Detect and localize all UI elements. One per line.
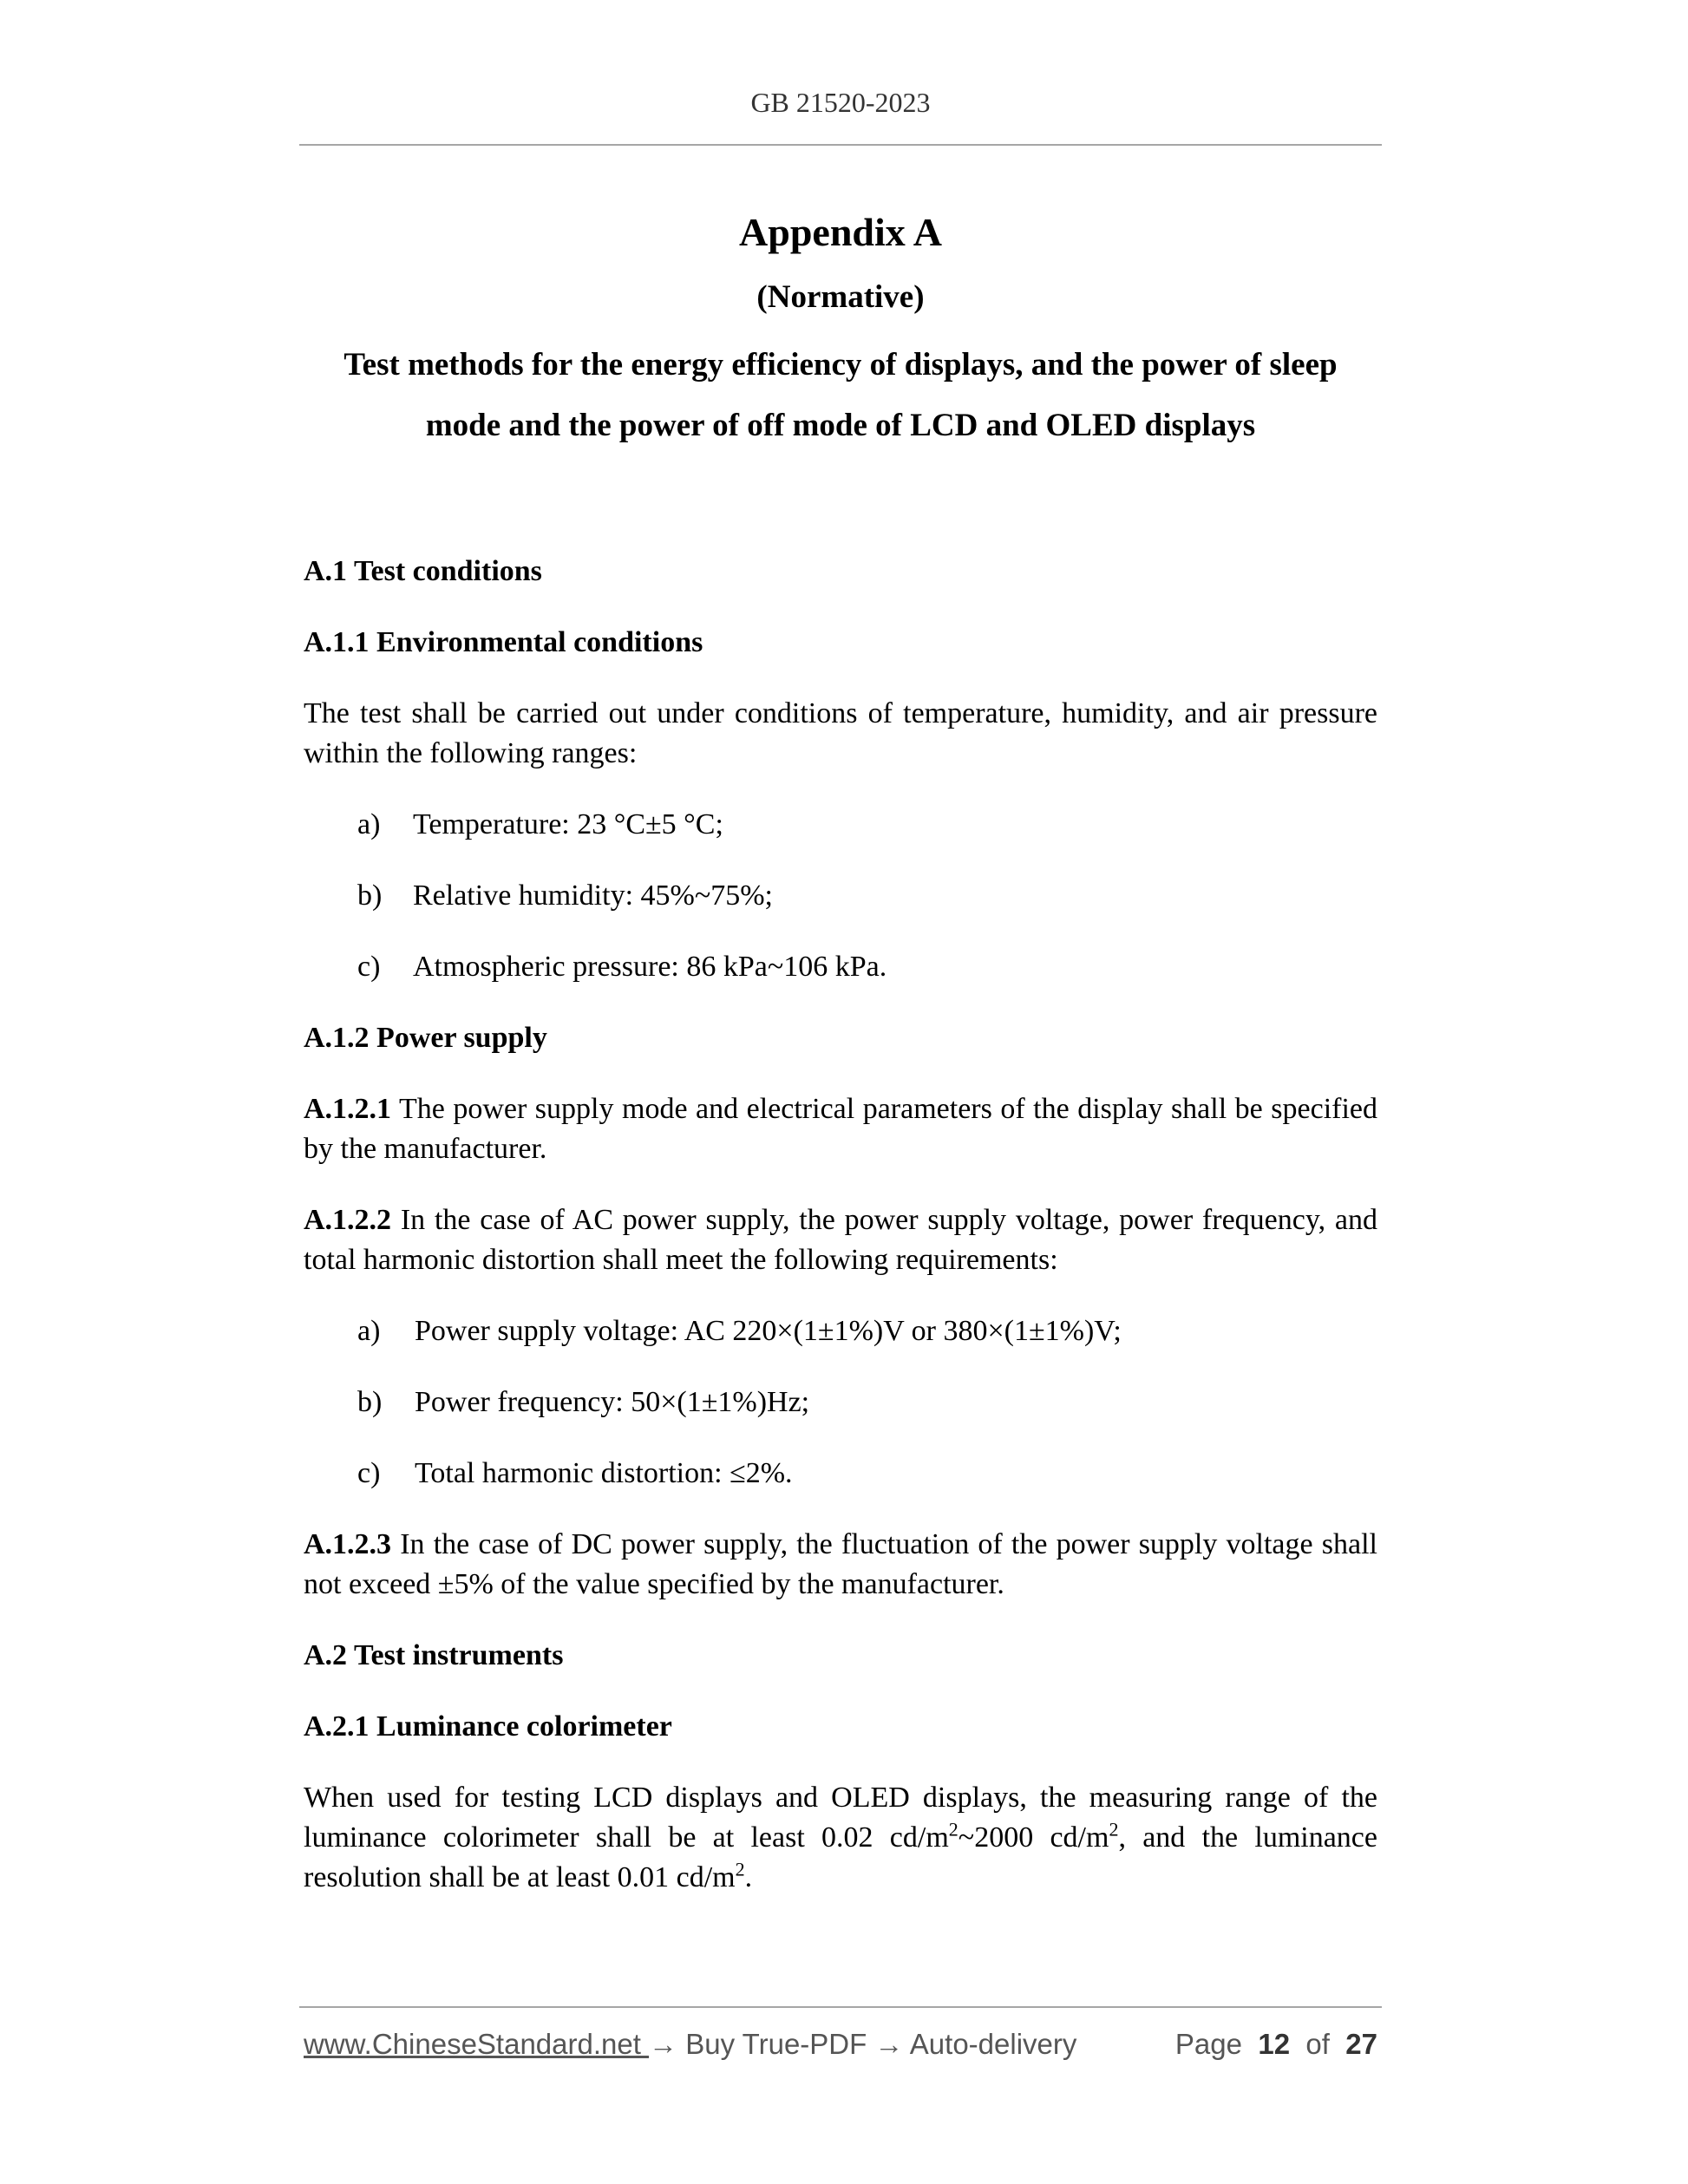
a11-intro: The test shall be carried out under conditions of temperature, humidity, and air pressure within the following ranges:	[304, 697, 1377, 769]
list-item-text: Temperature: 23 °C±5 °C;	[413, 808, 723, 840]
document-body	[304, 552, 1377, 1929]
list-item	[357, 1383, 1377, 1422]
clause-a122	[304, 1200, 1377, 1280]
heading-a21: A.2.1 Luminance colorimeter	[304, 1710, 672, 1743]
clause-a123	[304, 1525, 1377, 1605]
list-item	[357, 1311, 1377, 1351]
list-item	[357, 947, 1377, 987]
header-divider	[299, 144, 1382, 146]
superscript: 2	[948, 1818, 958, 1841]
list-item	[357, 876, 1377, 916]
list-item-label: a)	[357, 808, 381, 840]
website-link[interactable]: www.ChineseStandard.net	[304, 2028, 650, 2060]
page-footer	[304, 2024, 1377, 2064]
page-label: Page	[1174, 2028, 1242, 2060]
clause-text: The power supply mode and electrical parameters of the display shall be specified by the manufacturer.	[304, 1093, 1377, 1165]
page-indicator	[1175, 2024, 1377, 2064]
a21-text-4: .	[744, 1861, 753, 1893]
clause-text: In the case of DC power supply, the fluctuation of the power supply voltage shall not exceed ±5% of the value specified by the manufacturer.	[304, 1528, 1377, 1600]
a21-text-1: When used for testing LCD displays and OLED displays, the measuring range of the luminance colorimeter shall be at least 0.02 cd/m	[304, 1782, 1377, 1854]
page-of: of	[1305, 2028, 1330, 2060]
heading-a2: A.2 Test instruments	[304, 1639, 564, 1671]
list-item	[357, 1454, 1377, 1494]
list-item-text: Total harmonic distortion: ≤2%.	[415, 1457, 793, 1489]
list-item-label: c)	[357, 951, 381, 983]
clause-a121	[304, 1089, 1377, 1169]
list-item-label: a)	[357, 1315, 381, 1347]
heading-a11: A.1.1 Environmental conditions	[304, 626, 703, 658]
clause-number: A.1.2.1	[304, 1093, 392, 1125]
a21-paragraph	[304, 1778, 1377, 1898]
list-item-label: b)	[357, 879, 383, 912]
main-title-line-1: Test methods for the energy efficiency of displays, and the power of sleep	[343, 347, 1338, 383]
list-item	[357, 805, 1377, 845]
list-item-text: Relative humidity: 45%~75%;	[413, 879, 774, 912]
page-current: 12	[1258, 2028, 1291, 2060]
superscript: 2	[735, 1858, 745, 1880]
appendix-title-block	[299, 205, 1382, 456]
heading-a12: A.1.2 Power supply	[304, 1022, 547, 1054]
appendix-main-title	[299, 335, 1382, 456]
superscript: 2	[1109, 1818, 1119, 1841]
page-total: 27	[1345, 2028, 1377, 2060]
clause-number: A.1.2.2	[304, 1204, 392, 1236]
footer-divider	[299, 2006, 1382, 2008]
footer-tagline: → Buy True-PDF → Auto-delivery	[649, 2028, 1077, 2060]
clause-text: In the case of AC power supply, the power supply voltage, power frequency, and total harmonic distortion shall meet the following requirements:	[304, 1204, 1377, 1276]
list-item-text: Power frequency: 50×(1±1%)Hz;	[415, 1386, 810, 1418]
list-item-text: Atmospheric pressure: 86 kPa~106 kPa.	[413, 951, 887, 983]
appendix-title: Appendix A	[739, 210, 942, 254]
appendix-type: (Normative)	[756, 279, 925, 315]
list-item-label: c)	[357, 1457, 381, 1489]
clause-number: A.1.2.3	[304, 1528, 392, 1560]
main-title-line-2: mode and the power of off mode of LCD and OLED displays	[425, 408, 1256, 443]
a21-text-2: ~2000 cd/m	[958, 1821, 1109, 1854]
a21-text-3: , and the luminance resolution shall be at least 0.01 cd/m	[304, 1821, 1377, 1893]
page-header: GB 21520-2023	[750, 87, 931, 118]
heading-a1: A.1 Test conditions	[304, 555, 542, 587]
list-item-label: b)	[357, 1386, 383, 1418]
list-item-text: Power supply voltage: AC 220×(1±1%)V or 380×(1±1%)V;	[415, 1315, 1122, 1347]
